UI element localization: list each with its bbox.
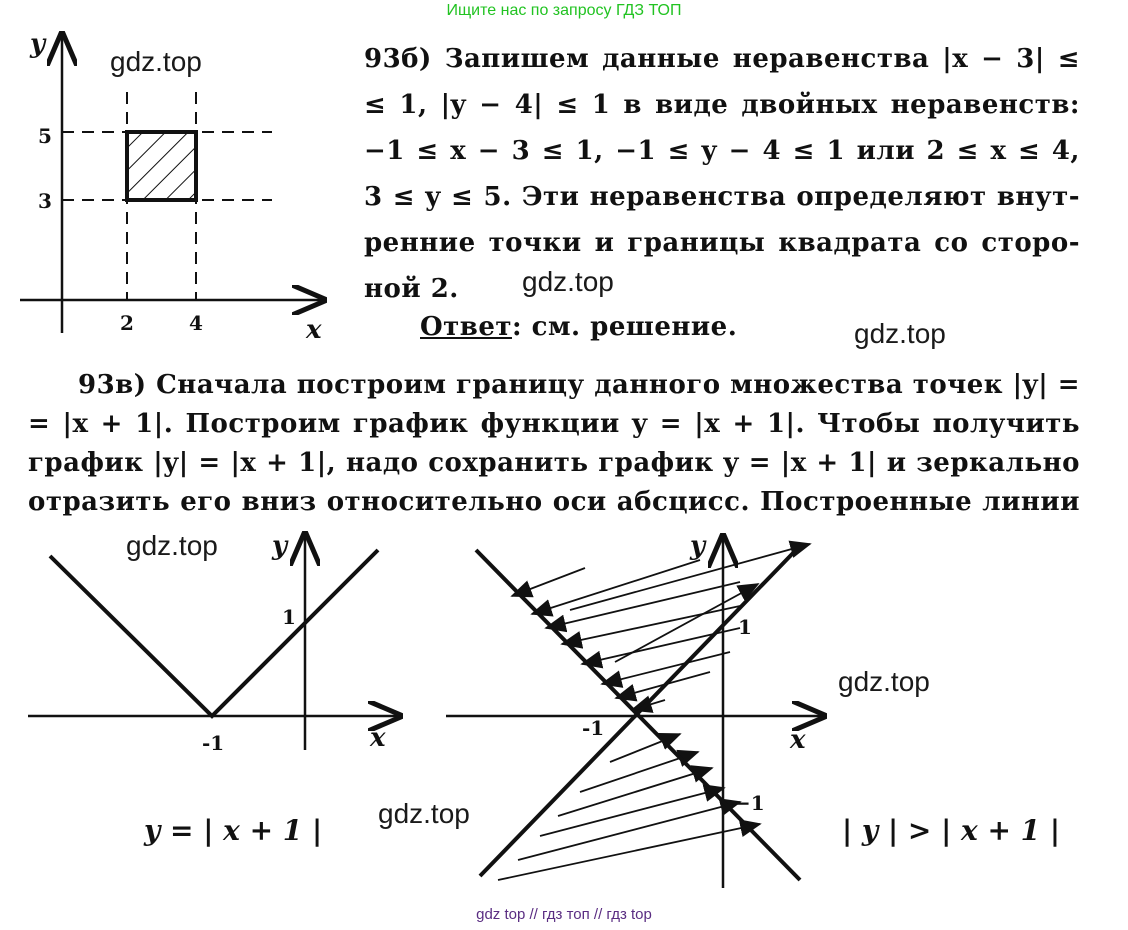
watermark: gdz.top	[522, 266, 614, 297]
text-line: график |y| = |x + 1|, надо сохранить график y = |x + 1| и зеркально	[28, 448, 1080, 478]
abs-graph-line	[50, 550, 378, 716]
text-line: ной 2.	[364, 274, 459, 304]
formula-caption-left: y = | x + 1 |	[144, 814, 323, 847]
watermark: gdz.top	[126, 530, 218, 561]
tick-label-5: 5	[38, 124, 52, 148]
y-axis-label: y	[30, 29, 46, 59]
tick-label-2: 2	[120, 311, 134, 335]
hatch-arrows	[498, 544, 810, 880]
answer-label: Ответ	[420, 312, 512, 342]
watermark: gdz.top	[838, 666, 930, 697]
tick-label-4: 4	[189, 311, 203, 335]
y-axis-label: y	[690, 531, 706, 561]
y-axis-label: y	[272, 531, 288, 561]
text-line: 93б) Запишем данные неравенства |x − 3| ≤	[364, 44, 1080, 74]
paragraph-93b	[364, 36, 1080, 312]
formula-caption-right: | y | > | x + 1 |	[842, 814, 1061, 847]
x-axis-label: x	[370, 723, 386, 753]
figure-93v-abs-graph	[20, 530, 410, 770]
tick-label-1: 1	[738, 615, 752, 639]
header-search-link[interactable]: Ищите нас по запросу ГДЗ ТОП	[446, 2, 682, 19]
tick-label-minus-1: -1	[202, 731, 225, 755]
tick-label-minus-1-y: −1	[734, 791, 765, 815]
tick-label-3: 3	[38, 189, 52, 213]
text-line: ≤ 1, |y − 4| ≤ 1 в виде двойных неравенств:	[364, 90, 1080, 120]
watermark: gdz.top	[110, 46, 202, 77]
shaded-square	[127, 132, 196, 200]
text-line: −1 ≤ x − 3 ≤ 1, −1 ≤ y − 4 ≤ 1 или 2 ≤ x ≤ 4,	[364, 136, 1080, 166]
figure-93v-region	[440, 530, 840, 900]
tick-label-minus-1-x: -1	[582, 716, 605, 740]
footer-links[interactable]: gdz top // гдз топ // гдз top	[476, 906, 652, 923]
x-axis-label: x	[790, 725, 806, 755]
tick-label-1: 1	[282, 605, 296, 629]
text-line: отразить его вниз относительно оси абсцисс. Построенные линии	[28, 487, 1080, 517]
x-axis-label: x	[306, 315, 322, 345]
text-line: 93в) Сначала построим границу данного множества точек |y| =	[78, 370, 1080, 400]
watermark: gdz.top	[854, 318, 946, 349]
paragraph-93v	[28, 366, 1080, 522]
text-line: = |x + 1|. Построим график функции y = |x + 1|. Чтобы получить	[28, 409, 1080, 439]
watermark: gdz.top	[378, 798, 470, 829]
text-line: 3 ≤ y ≤ 5. Эти неравенства определяют внут-	[364, 182, 1080, 212]
answer-text: : см. решение.	[511, 312, 738, 342]
text-line: ренние точки и границы квадрата со сторо-	[364, 228, 1080, 258]
answer-line	[420, 312, 737, 342]
